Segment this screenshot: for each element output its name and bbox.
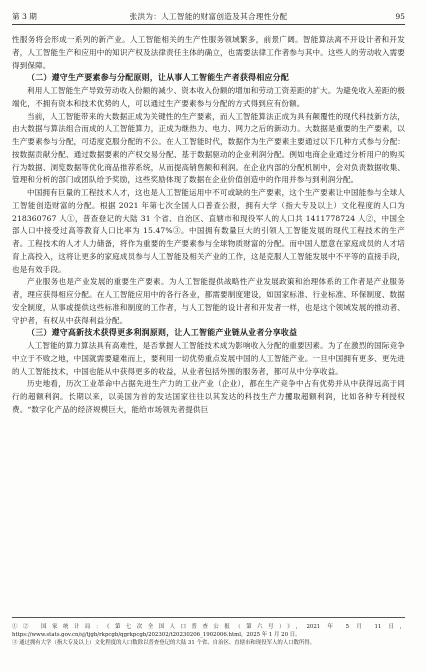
paragraph: 当前，人工智能带来的大数据正成为关键性的生产要素，而人工智能算法正成为具有颠覆性的现代科技新方法，由大数据与算法组合而成的人工智能算力，正成为继热力、电力、网力之后的新动力。大数据是重要的生产要素，以生产要素参与分配，可适度克服分配的不公。在人工智能时代，数据作为生产要素主要通过以下几种方式参与分配：按数据贡献分配、通过数据要素的产权交易分配、基于数据驱动的企业利润分配。例如电商企业通过分析用户的购买行为数据、浏览数据等优化商品推荐系统，从而提高销售额和利润。在企业内部的分配机制中，会对负责数据收集、管理和分析的部门或团队给予奖励，这些奖励体现了数据在企业价值创造中的作用并参与到利润分配。 (12, 111, 405, 185)
page-number: 95 (395, 12, 405, 21)
article-body (12, 34, 405, 417)
footnote: ③ 通过拥有大学（指大专及以上）文化程度的人口数除以普查登记的大陆 31 个省、自治区、直辖市和现役军人的人口数所得。 (12, 640, 316, 647)
section-heading: （二）遵守生产要素参与分配原则，让从事人工智能生产者获得相应分配 (27, 73, 290, 83)
issue-number: 第 3 期 (12, 12, 37, 21)
paragraph: 性服务将会形成一系列的新产业。人工智能相关的生产性服务领域繁多，前景广阔。智能算法离不开设计者和开发者，人工智能生产和应用中的知识产权及法律责任主体的确立，也需要法律工作者参与其中。这些人的劳动收入需要得到保障。 (12, 35, 405, 70)
running-header (12, 10, 405, 25)
paragraph: 人工智能的算力算法具有高难性，是否掌握人工智能技术成为影响收入分配的重要因素。为了在激烈的国际竞争中立于不败之地，中国就需要避难而上，要利用一切优势重点发展中国的人工智能产业。一旦中国拥有更多、更先进的人工智能技术，中国也能从中获得更多的收益，从业者包括外围的服务者，都可从中分享收益。 (12, 341, 405, 376)
footnotes (12, 617, 405, 648)
paragraph: 历史地看，历次工业革命中占据先进生产力的工业产业（企业），都在生产竞争中占有优势并从中获得远高于同行的超额利润。长期以来，以美国为首的发达国家往往以其发达的科技生产力攫取超额利润，比如各种专利授权费。“数字化产品的经济规模巨大，能给市场领先者提供巨 (12, 379, 405, 414)
paragraph: 利用人工智能生产导致劳动收入份额的减少、资本收入份额的增加和劳动工资差距的扩大。为避免收入差距的极端化，不拥有资本和技术优势的人，可以通过生产要素参与分配的方式得到应有份额。 (12, 86, 405, 108)
section-heading: （三）遵守高新技术获得更多利润原则，让人工智能产业链从业者分享收益 (27, 328, 298, 338)
footnote: ①② 国家统计局：《第七次全国人口普查公报（第六号）》，2021 年 5 月 11 日，https://www.stats.gov.cn/sj/tjgb/rkpcgb/qgrkpcgb/202302/t20230206_1902006.html，2025 年 1 月 20 日。 (12, 624, 405, 639)
paragraph: 产业服务也是产业发展的重要生产要素。为人工智能提供战略性产业发展政策和治理体系的工作者是产业服务者，理应获得相应分配。在人工智能应用中的各行各业，都需要制度建设，如国家标准、行业标准、环保制度、数据安全制度，从事或提供这些标准和制度的工作者，与人工智能的设计者和开发者一样，也是这个领域发展的推动者、守护者，有权从中获得利益分配。 (12, 277, 405, 325)
article-running-title: 张洪为：人工智能的财富创造及其合理性分配 (129, 12, 288, 21)
paragraph: 中国拥有巨量的工程技术人才，这也是人工智能运用中不可或缺的生产要素，这个生产要素让中国能参与全球人工智能创造财富的分配。根据 2021 年第七次全国人口普查公报，拥有大学（指大专及以上）文化程度的人口为 218360767 人①，普查登记的大陆 31 个省、自治区、直辖市和现役军人的人口共 1411778724 人②，中国全部人口中接受过高等教育人口比率为 15.47%③。中国拥有数量巨大的引领人工智能发展的现代工程技术的生产者。工程技术的人才人力储备，将作为重要的生产要素参与全球物质财富的分配。而中国人愿意在家庭成员的人才培育上高投入，这将让更多的家庭成员参与人工智能及相关产业的工作，这是克服人工智能发展中不平等的直接手段，也是有效手段。 (12, 188, 405, 274)
